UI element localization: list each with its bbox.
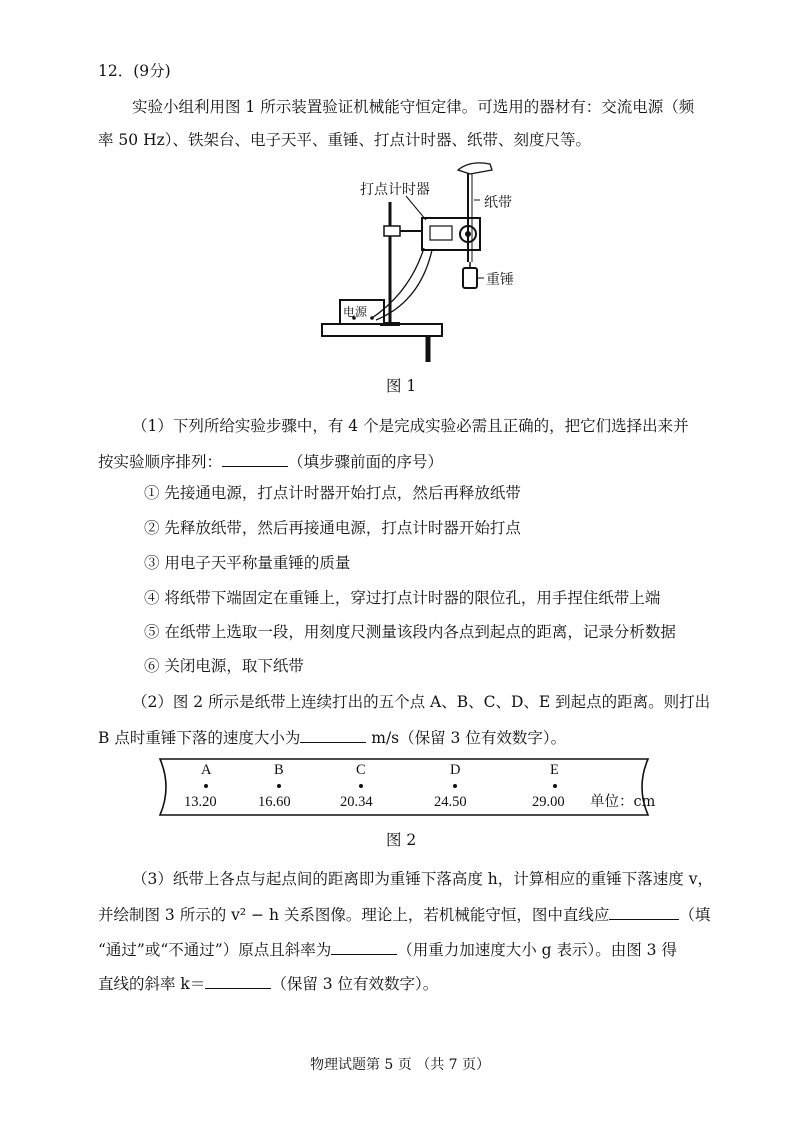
figure-1-caption: 图 1 — [386, 377, 417, 395]
hand-icon — [458, 163, 492, 174]
tape-dots — [0, 782, 800, 792]
answer-blank-1[interactable] — [222, 450, 288, 467]
tape-dot — [204, 784, 208, 788]
tape-point-name: E — [550, 762, 559, 778]
step-2: ② 先释放纸带，然后再接通电源，打点计时器开始打点 — [144, 519, 521, 537]
part1-line-1: （1）下列所给实验步骤中，有 4 个是完成实验必需且正确的，把它们选择出来并 — [132, 417, 689, 435]
tape-dot — [553, 784, 557, 788]
label-weight: 重锤 — [486, 272, 514, 288]
label-timer: 打点计时器 — [360, 182, 430, 198]
step-6: ⑥ 关闭电源，取下纸带 — [144, 657, 304, 675]
intro-line-2: 率 50 Hz）、铁架台、电子天平、重锤、打点计时器、纸带、刻度尺等。 — [98, 131, 592, 149]
part2-line-1: （2）图 2 所示是纸带上连续打出的五个点 A、B、C、D、E 到起点的距离。则打出 — [132, 693, 711, 711]
tape-distance: 20.34 — [340, 794, 373, 810]
tape-point-name: A — [201, 762, 212, 778]
tape-distance: 16.60 — [258, 794, 291, 810]
tape-unit: 单位：cm — [590, 794, 656, 810]
answer-blank-4[interactable] — [331, 938, 397, 955]
tape-point-name: B — [274, 762, 284, 778]
label-power: 电源 — [343, 305, 368, 319]
answer-blank-3[interactable] — [609, 903, 679, 920]
tape-distance: 29.00 — [532, 794, 565, 810]
heavy-weight — [463, 268, 477, 288]
label-tape: 纸带 — [484, 195, 512, 211]
clamp — [384, 226, 400, 236]
step-5: ⑤ 在纸带上选取一段，用刻度尺测量该段内各点到起点的距离，记录分析数据 — [144, 623, 676, 641]
tape-dot — [453, 784, 457, 788]
tape-distance: 24.50 — [434, 794, 467, 810]
step-3: ③ 用电子天平称量重锤的质量 — [144, 554, 351, 572]
part2-line-2: B 点时重锤下落的速度大小为 m/s（保留 3 位有效数字）。 — [98, 726, 566, 748]
part1-line-2: 按实验顺序排列： （填步骤前面的序号） — [98, 450, 443, 472]
figure-2-caption: 图 2 — [386, 831, 417, 849]
page-footer: 物理试题第 5 页 （共 7 页） — [309, 1057, 491, 1073]
tape-distance: 13.20 — [184, 794, 217, 810]
step-1: ① 先接通电源，打点计时器开始打点，然后再释放纸带 — [144, 484, 521, 502]
tape-point-name: C — [356, 762, 366, 778]
tape-point-name: D — [450, 762, 461, 778]
part3-line-3: “通过”或“不通过”）原点且斜率为 （用重力加速度大小 g 表示）。由图 3 得 — [98, 938, 677, 960]
answer-blank-5[interactable] — [205, 972, 271, 989]
part3-line-1: （3）纸带上各点与起点间的距离即为重锤下落高度 h，计算相应的重锤下落速度 v， — [132, 870, 713, 888]
answer-blank-2[interactable] — [300, 726, 366, 743]
step-4: ④ 将纸带下端固定在重锤上，穿过打点计时器的限位孔，用手捏住纸带上端 — [144, 589, 661, 607]
question-header: 12．(9分) — [98, 62, 171, 80]
tape-dot — [359, 784, 363, 788]
intro-line-1: 实验小组利用图 1 所示装置验证机械能守恒定律。可选用的器材有：交流电源（频 — [132, 98, 695, 116]
tape-dot — [277, 784, 281, 788]
part3-line-4: 直线的斜率 k＝ （保留 3 位有效数字）。 — [98, 972, 438, 994]
part3-line-2: 并绘制图 3 所示的 v² − h 关系图像。理论上，若机械能守恒，图中直线应 （填 — [98, 903, 710, 925]
